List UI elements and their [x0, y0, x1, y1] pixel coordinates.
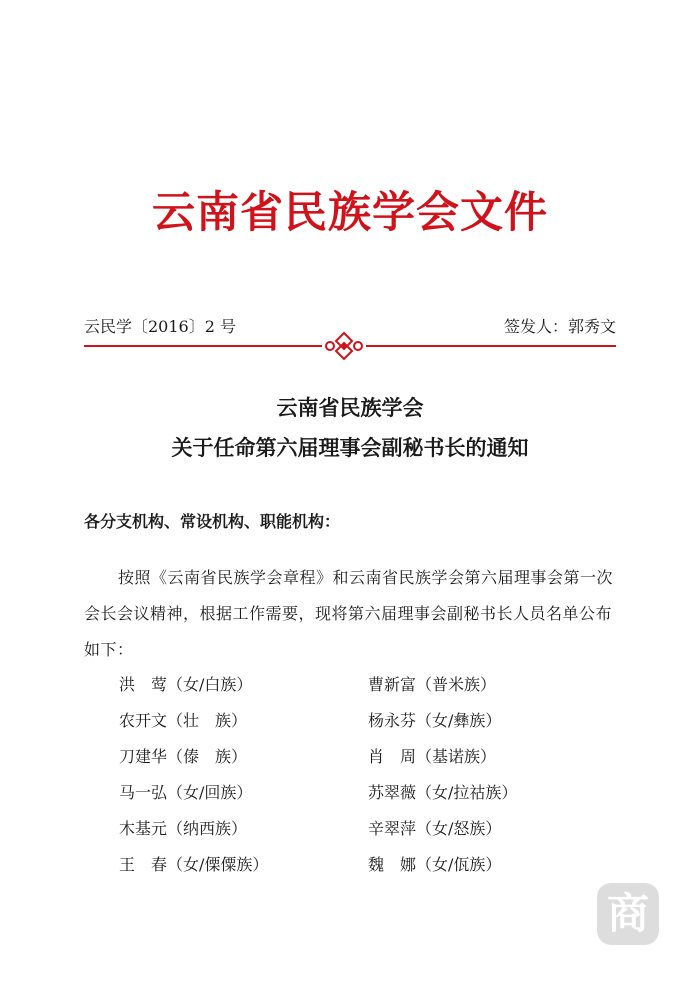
header-divider-right — [366, 345, 616, 347]
name-row — [119, 780, 599, 816]
name-entry: 农开文（壮 族） — [119, 711, 248, 730]
name-row — [119, 744, 599, 780]
name-list — [119, 672, 599, 888]
watermark-char: 商 — [606, 889, 649, 938]
document-header-title: 云南省民族学会文件 — [152, 188, 548, 238]
divider-ornament-icon — [322, 330, 366, 362]
name-entry: 洪 莺（女/白族） — [119, 675, 253, 694]
name-entry: 魏 娜（女/佤族） — [368, 855, 502, 874]
name-entry: 肖 周（基诺族） — [368, 747, 497, 766]
document-number: 云民学〔2016〕2 号 — [84, 317, 236, 336]
name-entry: 马一弘（女/回族） — [119, 783, 253, 802]
name-row — [119, 852, 599, 888]
name-row — [119, 672, 599, 708]
name-entry: 木基元（纳西族） — [119, 819, 248, 838]
name-entry: 王 春（女/傈僳族） — [119, 855, 269, 874]
name-entry: 苏翠薇（女/拉祜族） — [368, 783, 518, 802]
signer-label: 签发人：郭秀文 — [503, 317, 616, 336]
name-entry: 辛翠萍（女/怒族） — [368, 819, 502, 838]
header-divider-left — [84, 345, 322, 347]
name-entry: 刀建华（傣 族） — [119, 747, 248, 766]
notice-title-line-1: 云南省民族学会 — [276, 395, 424, 420]
body-paragraph: 按照《云南省民族学会章程》和云南省民族学会第六届理事会第一次会长会议精神，根据工作需要，现将第六届理事会副秘书长人员名单公布如下： — [84, 568, 614, 659]
name-entry: 曹新富（普米族） — [368, 675, 497, 694]
salutation: 各分支机构、常设机构、职能机构： — [84, 512, 341, 531]
notice-title-line-2: 关于任命第六届理事会副秘书长的通知 — [171, 435, 529, 460]
watermark-logo — [597, 883, 659, 945]
name-row — [119, 816, 599, 852]
name-entry: 杨永芬（女/彝族） — [368, 711, 502, 730]
name-row — [119, 708, 599, 744]
